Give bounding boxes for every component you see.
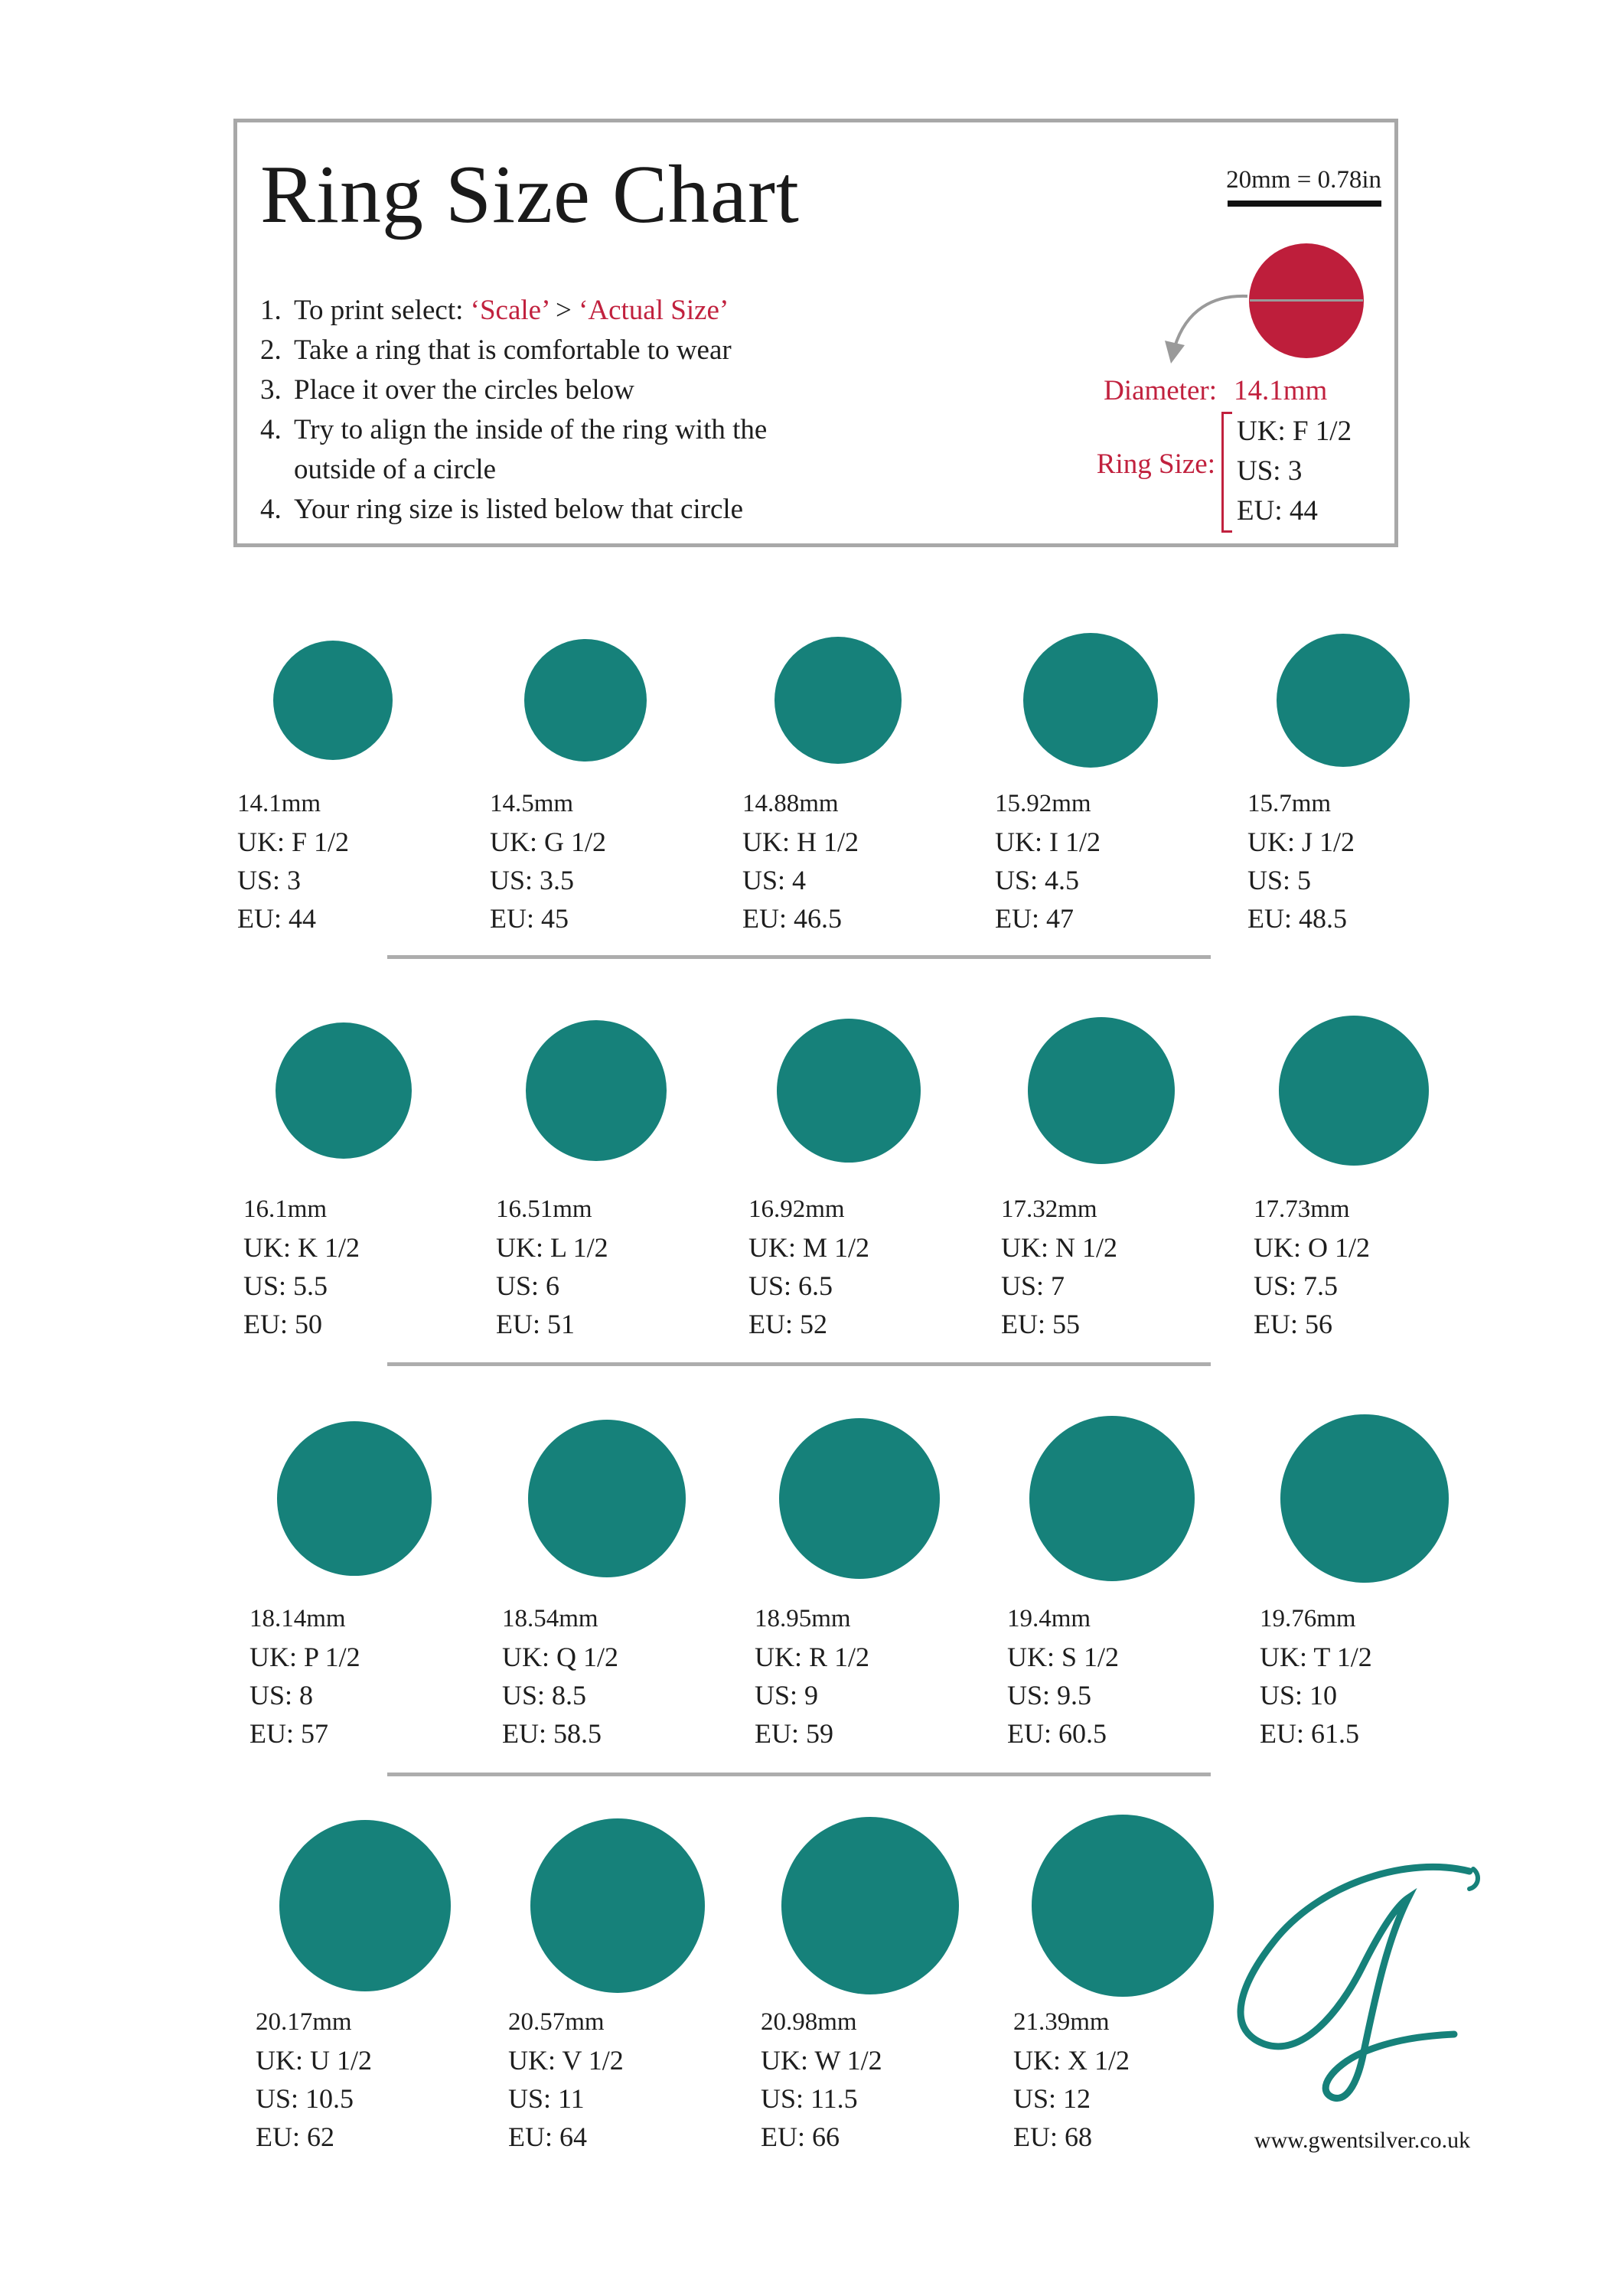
ring-uk-size: UK: K 1/2	[243, 1232, 360, 1263]
instruction-item	[260, 291, 888, 331]
ring-size-label-group	[243, 1190, 360, 1343]
ring-diameter-mm: 16.92mm	[748, 1195, 845, 1223]
ring-size-label-group	[508, 2003, 624, 2156]
ring-eu-size: EU: 57	[249, 1718, 328, 1749]
ring-size-label-group	[748, 1190, 869, 1343]
ring-size-label-group	[755, 1600, 869, 1753]
ring-size-circle	[1023, 633, 1159, 768]
ring-size-circle	[1032, 1815, 1213, 1996]
ring-uk-size: UK: X 1/2	[1013, 2045, 1130, 2076]
ring-size-circle	[1028, 1017, 1175, 1164]
ring-size-label-group	[1254, 1190, 1370, 1343]
ring-diameter-mm: 18.14mm	[249, 1605, 346, 1632]
example-ring-size	[1237, 412, 1352, 531]
ring-us-size: US: 3.5	[490, 865, 575, 895]
ring-us-size: US: 9.5	[1007, 1680, 1092, 1711]
ring-us-size: US: 5.5	[243, 1270, 328, 1301]
ring-uk-size: UK: L 1/2	[496, 1232, 608, 1263]
ring-size-circle	[528, 1420, 686, 1577]
ring-size-circle	[273, 641, 393, 761]
ring-eu-size: EU: 59	[755, 1718, 833, 1749]
instruction-item	[260, 331, 888, 370]
ring-us-size: US: 11.5	[761, 2083, 858, 2114]
instruction-actual-size-option: ‘Actual Size’	[579, 295, 729, 326]
instructions-list	[260, 291, 888, 530]
ring-diameter-mm: 15.7mm	[1247, 790, 1332, 817]
ring-eu-size: EU: 64	[508, 2122, 587, 2152]
instruction-text: Your ring size is listed below that circle	[294, 494, 744, 525]
row-divider	[387, 955, 1211, 959]
ring-size-circle	[526, 1020, 666, 1160]
ring-diameter-mm: 16.51mm	[496, 1195, 592, 1223]
ring-eu-size: EU: 62	[256, 2122, 334, 2152]
instruction-number: 2.	[260, 334, 282, 366]
instruction-text: Try to align the inside of the ring with the outside of a circle	[294, 414, 768, 485]
ring-eu-size: EU: 55	[1001, 1309, 1080, 1339]
ring-diameter-mm: 18.54mm	[502, 1605, 598, 1632]
ring-us-size: US: 3	[237, 865, 302, 895]
ring-us-size: US: 7	[1001, 1270, 1065, 1301]
ring-diameter-mm: 14.5mm	[490, 790, 574, 817]
ring-us-size: US: 8	[249, 1680, 314, 1711]
ring-uk-size: UK: Q 1/2	[502, 1642, 618, 1672]
ring-diameter-mm: 14.1mm	[237, 790, 321, 817]
ring-eu-size: EU: 44	[237, 903, 316, 934]
ring-size-circle	[779, 1418, 940, 1579]
website-url: www.gwentsilver.co.uk	[1254, 2128, 1471, 2153]
ring-uk-size: UK: S 1/2	[1007, 1642, 1120, 1672]
ring-uk-size: UK: V 1/2	[508, 2045, 624, 2076]
ring-uk-size: UK: P 1/2	[249, 1642, 360, 1672]
ring-size-circle	[277, 1421, 431, 1575]
ring-size-label-group	[1007, 1600, 1119, 1753]
ring-uk-size: UK: H 1/2	[742, 827, 859, 857]
ring-us-size: US: 10	[1260, 1680, 1338, 1711]
ring-size-label-group	[1001, 1190, 1117, 1343]
ring-size-circle	[774, 637, 901, 763]
instruction-number: 4.	[260, 494, 282, 525]
ring-uk-size: UK: M 1/2	[748, 1232, 870, 1263]
ring-size-label-group	[256, 2003, 372, 2156]
instruction-item	[260, 410, 888, 490]
ring-us-size: US: 10.5	[256, 2083, 354, 2114]
ring-diameter-mm: 19.76mm	[1260, 1605, 1356, 1632]
ring-us-size: US: 4.5	[995, 865, 1080, 895]
instruction-text: To print select:	[294, 295, 471, 326]
ring-eu-size: EU: 48.5	[1247, 903, 1347, 934]
ring-diameter-mm: 17.73mm	[1254, 1195, 1350, 1223]
ring-uk-size: UK: N 1/2	[1001, 1232, 1117, 1263]
ring-eu-size: EU: 51	[496, 1309, 575, 1339]
diameter-value: 14.1mm	[1234, 375, 1328, 406]
ring-us-size: US: 12	[1013, 2083, 1091, 2114]
ring-uk-size: UK: F 1/2	[237, 827, 350, 857]
ring-size-label-group	[490, 784, 606, 938]
instruction-item	[260, 490, 888, 530]
ring-size-label-group	[496, 1190, 608, 1343]
row-divider	[387, 1362, 1211, 1366]
diameter-label: Diameter:	[1104, 375, 1217, 406]
ring-size-label-group	[742, 784, 859, 938]
ring-eu-size: EU: 47	[995, 903, 1074, 934]
ring-diameter-mm: 21.39mm	[1013, 2008, 1110, 2036]
instruction-item	[260, 370, 888, 410]
curved-arrow-icon	[1148, 287, 1255, 371]
ring-eu-size: EU: 60.5	[1007, 1718, 1107, 1749]
ring-eu-size: EU: 52	[748, 1309, 827, 1339]
instruction-separator: >	[548, 295, 579, 326]
ring-eu-size: EU: 50	[243, 1309, 322, 1339]
instruction-scale-option: ‘Scale’	[470, 295, 549, 326]
scale-reference-bar	[1228, 201, 1381, 207]
ring-diameter-mm: 18.95mm	[755, 1605, 851, 1632]
ring-eu-size: EU: 45	[490, 903, 569, 934]
ring-diameter-mm: 20.98mm	[761, 2008, 857, 2036]
ring-size-label-group	[237, 784, 349, 938]
ring-size-label-group	[1260, 1600, 1372, 1753]
example-eu-size: EU: 44	[1237, 495, 1318, 527]
ring-eu-size: EU: 68	[1013, 2122, 1092, 2152]
instruction-number: 1.	[260, 295, 282, 326]
ring-us-size: US: 4	[742, 865, 807, 895]
diameter-line	[1250, 299, 1363, 302]
ring-size-circle	[781, 1817, 960, 1995]
example-uk-size: UK: F 1/2	[1237, 416, 1352, 447]
ring-size-circle	[1029, 1416, 1194, 1580]
ring-diameter-mm: 16.1mm	[243, 1195, 328, 1223]
ring-us-size: US: 5	[1247, 865, 1312, 895]
ring-size-circle	[524, 639, 647, 762]
ring-diameter-mm: 19.4mm	[1007, 1605, 1091, 1632]
ring-size-bracket	[1221, 412, 1232, 533]
ring-us-size: US: 9	[755, 1680, 819, 1711]
ring-uk-size: UK: G 1/2	[490, 827, 606, 857]
instruction-number: 4.	[260, 414, 282, 445]
instruction-number: 3.	[260, 374, 282, 406]
ring-eu-size: EU: 56	[1254, 1309, 1332, 1339]
ring-uk-size: UK: W 1/2	[761, 2045, 882, 2076]
scale-reference-label: 20mm = 0.78in	[1226, 166, 1381, 194]
page-title: Ring Size Chart	[260, 149, 800, 240]
ring-eu-size: EU: 66	[761, 2122, 840, 2152]
ring-diameter-mm: 14.88mm	[742, 790, 839, 817]
ring-us-size: US: 8.5	[502, 1680, 587, 1711]
ring-us-size: US: 6.5	[748, 1270, 833, 1301]
ring-eu-size: EU: 58.5	[502, 1718, 602, 1749]
ring-size-label-group	[502, 1600, 618, 1753]
ring-size-label-group	[249, 1600, 360, 1753]
ring-size-circle	[1277, 634, 1410, 767]
ring-size-circle	[279, 1820, 451, 1991]
ring-size-circle	[276, 1022, 413, 1159]
ring-size-circle	[777, 1019, 921, 1163]
ring-uk-size: UK: O 1/2	[1254, 1232, 1370, 1263]
gwent-silver-g-logo-icon	[1209, 1852, 1500, 2112]
ring-diameter-mm: 20.17mm	[256, 2008, 352, 2036]
ring-uk-size: UK: U 1/2	[256, 2045, 372, 2076]
instruction-text: Place it over the circles below	[294, 374, 634, 406]
ring-diameter-mm: 15.92mm	[995, 790, 1091, 817]
ring-size-label-group	[1247, 784, 1355, 938]
ring-size-label-group	[1013, 2003, 1130, 2156]
ring-us-size: US: 6	[496, 1270, 560, 1301]
ring-size-label-group	[761, 2003, 882, 2156]
ring-size-label-group	[995, 784, 1101, 938]
row-divider	[387, 1773, 1211, 1776]
ring-uk-size: UK: J 1/2	[1247, 827, 1355, 857]
ring-size-circle	[530, 1818, 705, 1993]
ring-size-circle	[1280, 1414, 1448, 1582]
ring-eu-size: EU: 61.5	[1260, 1718, 1359, 1749]
ring-size-label: Ring Size:	[1096, 448, 1215, 480]
ring-diameter-mm: 20.57mm	[508, 2008, 605, 2036]
example-us-size: US: 3	[1237, 455, 1303, 487]
ring-uk-size: UK: R 1/2	[755, 1642, 870, 1672]
ring-uk-size: UK: I 1/2	[995, 827, 1101, 857]
ring-uk-size: UK: T 1/2	[1260, 1642, 1372, 1672]
instruction-text: Take a ring that is comfortable to wear	[294, 334, 732, 366]
ring-size-circle	[1279, 1016, 1430, 1166]
ring-eu-size: EU: 46.5	[742, 903, 842, 934]
ring-us-size: US: 11	[508, 2083, 585, 2114]
ring-us-size: US: 7.5	[1254, 1270, 1339, 1301]
ring-diameter-mm: 17.32mm	[1001, 1195, 1097, 1223]
